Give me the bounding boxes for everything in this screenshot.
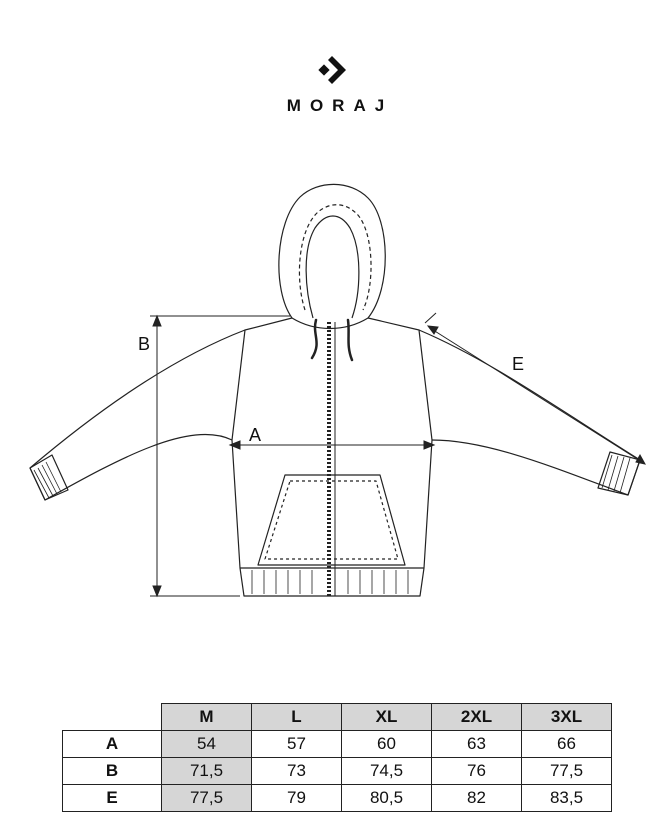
table-cell: 57 — [252, 731, 342, 758]
table-row — [63, 785, 612, 812]
drawstrings — [312, 320, 352, 360]
size-header-l: L — [252, 704, 342, 731]
right-sleeve — [419, 330, 640, 495]
size-header-row — [63, 704, 612, 731]
body-outline — [232, 318, 432, 568]
row-label-b: B — [63, 758, 162, 785]
size-header-xl: XL — [342, 704, 432, 731]
size-chart-table — [62, 703, 612, 812]
dimension-e-label: E — [512, 354, 525, 374]
table-row — [63, 731, 612, 758]
face-opening — [306, 216, 359, 318]
table-cell: 54 — [162, 731, 252, 758]
kangaroo-pocket — [258, 475, 405, 565]
table-cell: 76 — [432, 758, 522, 785]
size-header-3xl: 3XL — [522, 704, 612, 731]
dimension-a-label: A — [249, 425, 262, 445]
dimension-b-label: B — [138, 334, 151, 354]
zipper — [329, 322, 335, 596]
table-corner — [63, 704, 162, 731]
table-cell: 80,5 — [342, 785, 432, 812]
table-cell: 71,5 — [162, 758, 252, 785]
table-cell: 66 — [522, 731, 612, 758]
size-header-m: M — [162, 704, 252, 731]
table-cell: 74,5 — [342, 758, 432, 785]
brand-name: MORAJ — [286, 96, 394, 115]
table-cell: 79 — [252, 785, 342, 812]
left-sleeve — [30, 330, 245, 500]
row-label-e: E — [63, 785, 162, 812]
dimension-lines — [150, 313, 645, 596]
table-row — [63, 758, 612, 785]
hood-inner-dashed — [299, 205, 371, 310]
hood-outline — [279, 184, 385, 328]
table-cell: 77,5 — [162, 785, 252, 812]
size-header-2xl: 2XL — [432, 704, 522, 731]
left-cuff — [30, 455, 68, 500]
table-cell: 60 — [342, 731, 432, 758]
table-cell: 77,5 — [522, 758, 612, 785]
row-label-a: A — [63, 731, 162, 758]
pocket-stitch — [265, 481, 398, 559]
table-cell: 63 — [432, 731, 522, 758]
table-cell: 73 — [252, 758, 342, 785]
table-cell: 83,5 — [522, 785, 612, 812]
table-cell: 82 — [432, 785, 522, 812]
rib-texture — [34, 455, 630, 594]
